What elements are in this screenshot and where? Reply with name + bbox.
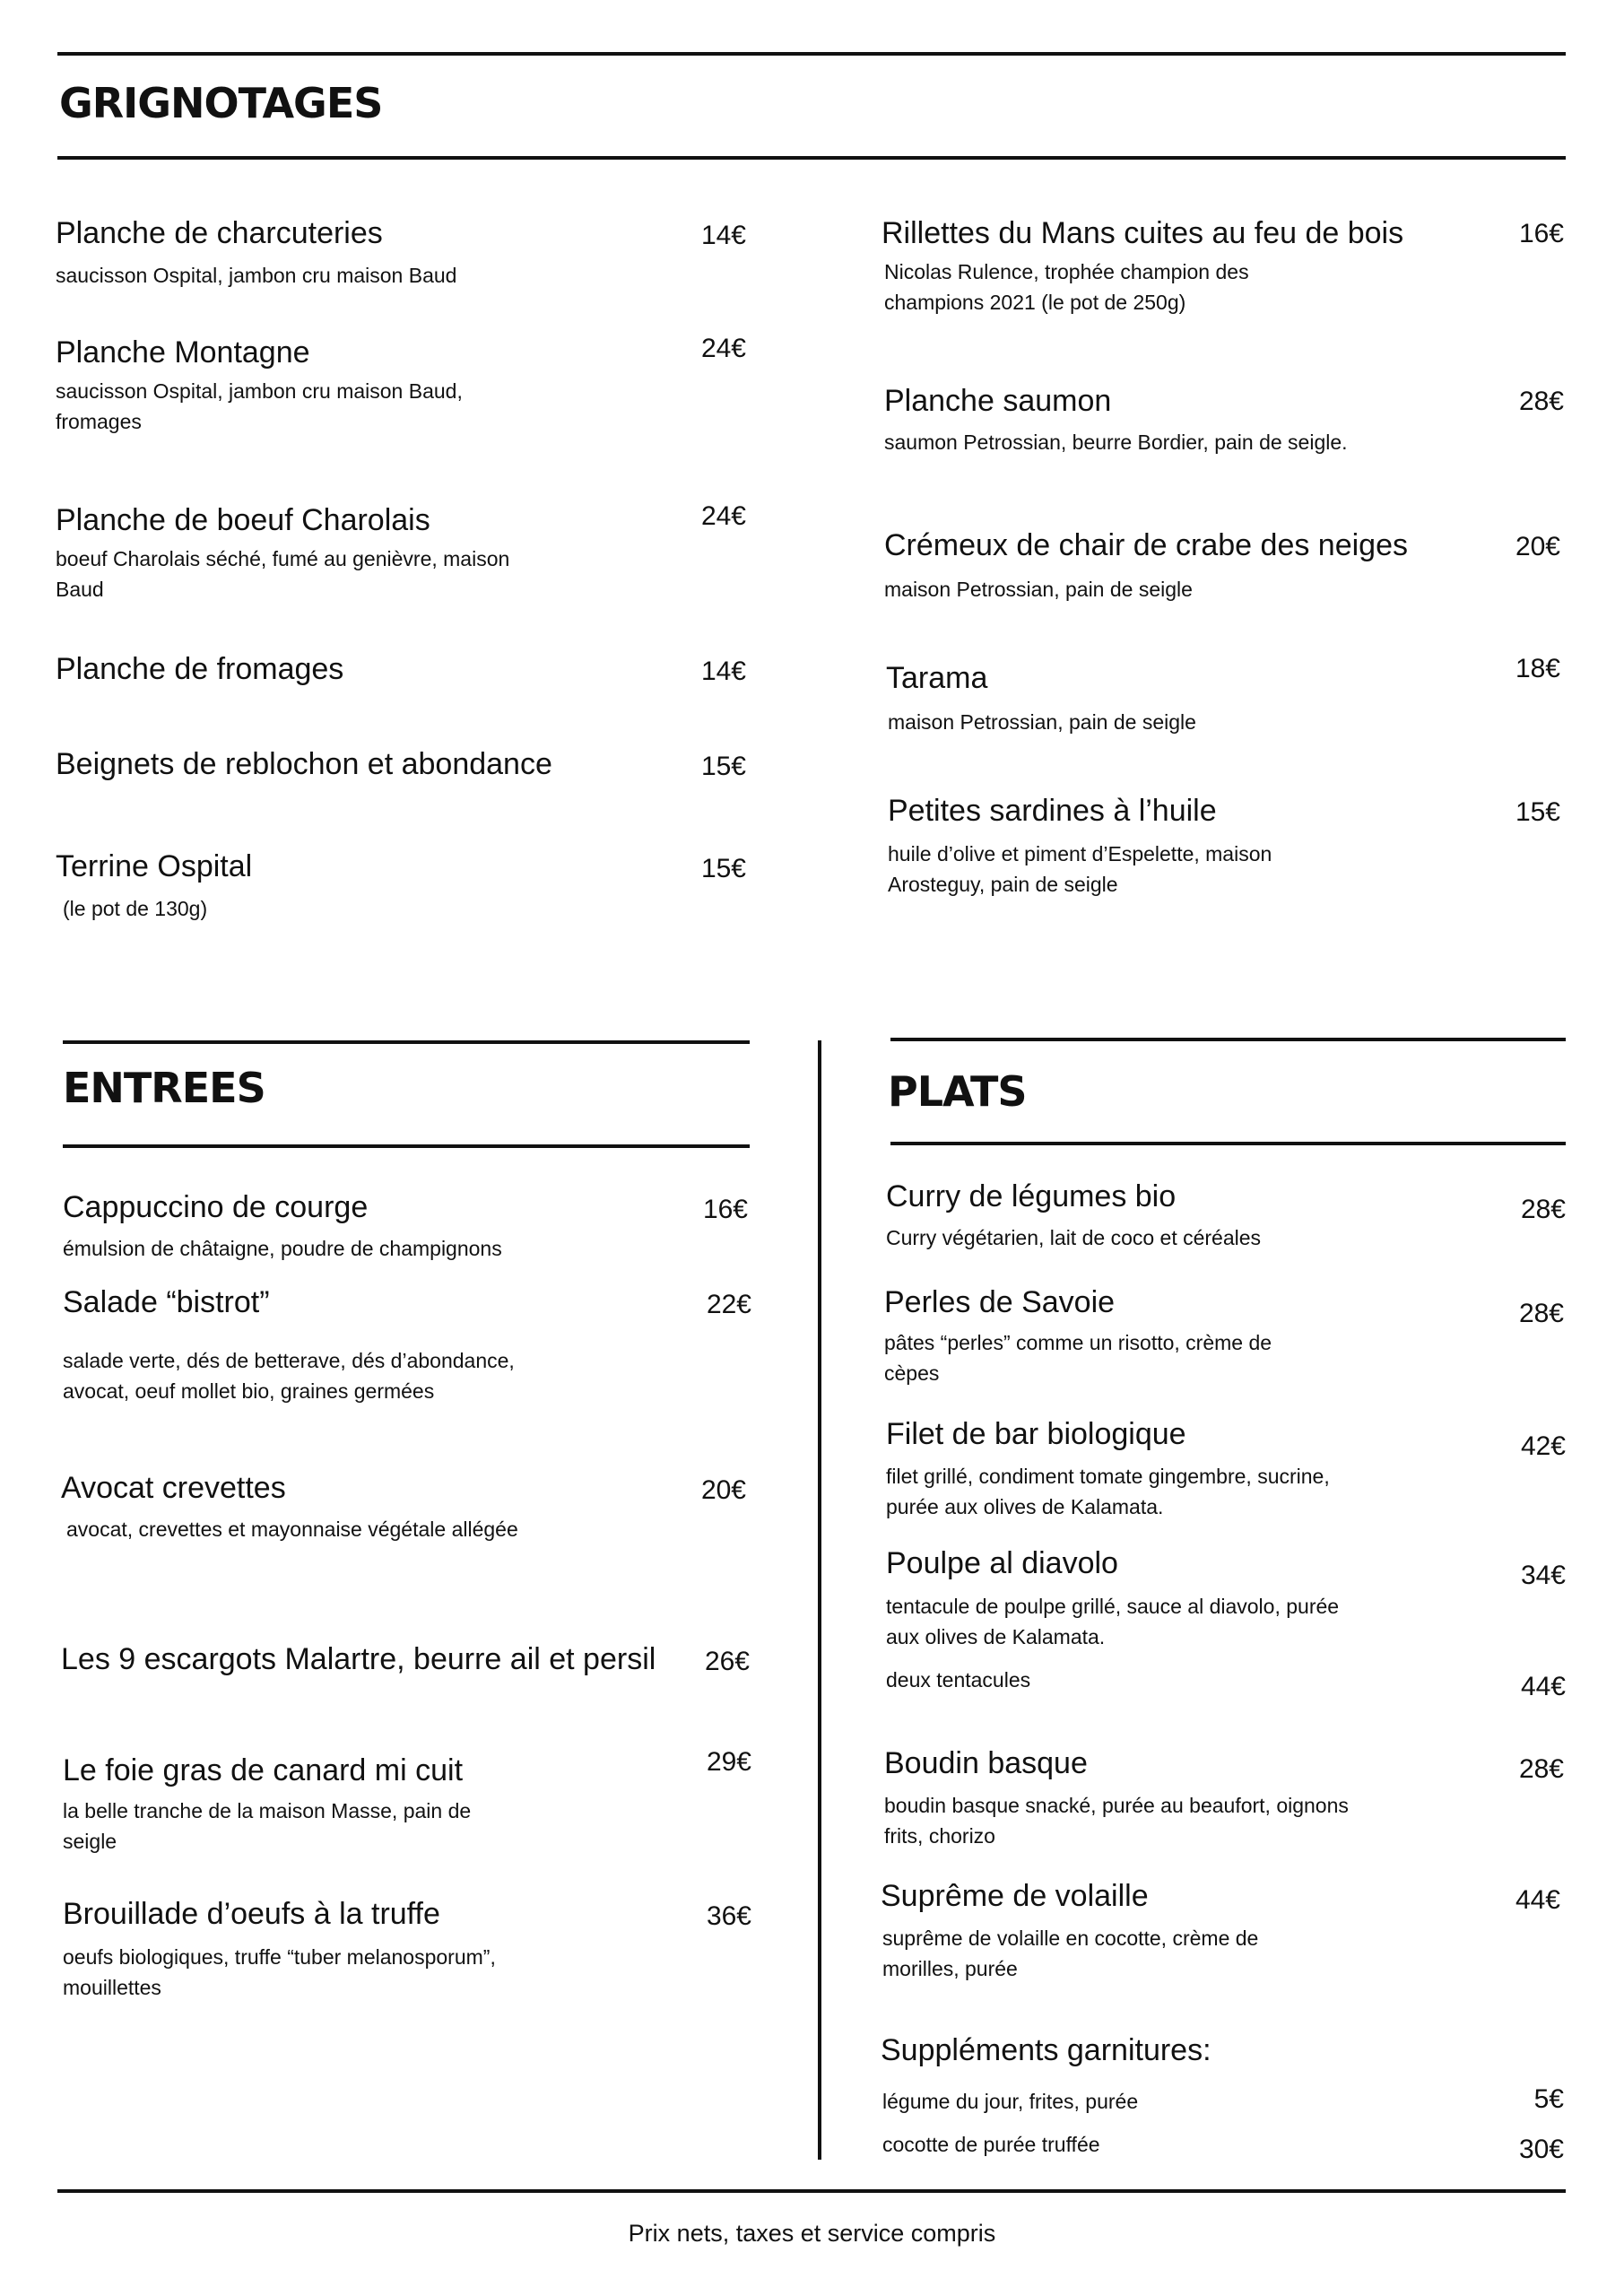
item-name: Perles de Savoie: [884, 1285, 1116, 1319]
item-name: Cappuccino de courge: [63, 1190, 369, 1224]
item-description: émulsion de châtaigne, poudre de champignons: [63, 1237, 502, 1260]
item-price: 14€: [700, 657, 746, 686]
item-description: saucisson Ospital, jambon cru maison Baud, fromages: [56, 379, 463, 433]
item-description: (le pot de 130g): [63, 897, 208, 920]
item-name: Planche de fromages: [56, 652, 344, 686]
item-price: 44€: [1515, 1885, 1560, 1915]
item-description: boudin basque snacké, purée au beaufort, oignons frits, chorizo: [884, 1794, 1349, 1848]
item-name: Filet de bar biologique: [886, 1417, 1186, 1451]
item-price: 16€: [1518, 219, 1564, 248]
item-name: Beignets de reblochon et abondance: [56, 747, 552, 781]
entrees-title: ENTREES: [63, 1064, 265, 1112]
item-description: suprême de volaille en cocotte, crème de morilles, purée: [882, 1926, 1259, 1980]
supplement-description: cocotte de purée truffée: [882, 2133, 1100, 2156]
item-description: la belle tranche de la maison Masse, pain de seigle: [63, 1799, 472, 1853]
supplement-price: 30€: [1518, 2135, 1564, 2164]
item-price: 24€: [700, 501, 746, 531]
item-description: boeuf Charolais séché, fumé au genièvre, maison Baud: [56, 547, 510, 601]
item-description: oeufs biologiques, truffe “tuber melanosporum”, mouillettes: [63, 1945, 496, 1999]
item-name: Petites sardines à l’huile: [888, 794, 1217, 828]
item-price: 15€: [1515, 797, 1560, 827]
item-price: 29€: [706, 1747, 751, 1777]
item-description: avocat, crevettes et mayonnaise végétale allégée: [66, 1518, 518, 1541]
item-name: Planche Montagne: [56, 335, 310, 370]
item-price: 28€: [1518, 1754, 1564, 1784]
top-rule: [57, 52, 1566, 56]
item-description: saumon Petrossian, beurre Bordier, pain de seigle.: [884, 430, 1348, 454]
item-price: 20€: [1515, 532, 1560, 561]
footer-rule: [57, 2189, 1566, 2193]
item-price: 15€: [700, 854, 746, 883]
item-name: Salade “bistrot”: [63, 1285, 270, 1319]
item-extra-price: 44€: [1520, 1672, 1566, 1701]
item-name: Planche de charcuteries: [56, 216, 383, 250]
item-price: 22€: [706, 1290, 751, 1319]
plats-top-rule: [890, 1038, 1566, 1041]
footer-note: Prix nets, taxes et service compris: [628, 2220, 996, 2247]
item-name: Terrine Ospital: [56, 849, 253, 883]
item-name: Crémeux de chair de crabe des neiges: [884, 528, 1408, 562]
plats-title: PLATS: [888, 1067, 1027, 1116]
item-name: Avocat crevettes: [61, 1471, 286, 1505]
grignotages-rule: [57, 156, 1566, 160]
item-price: 16€: [702, 1195, 748, 1224]
item-price: 26€: [704, 1647, 750, 1676]
item-name: Planche de boeuf Charolais: [56, 503, 430, 537]
entrees-top-rule: [63, 1040, 750, 1044]
item-description: saucisson Ospital, jambon cru maison Baud: [56, 264, 457, 287]
item-description: maison Petrossian, pain de seigle: [888, 710, 1196, 734]
supplements-title: Suppléments garnitures:: [881, 2033, 1211, 2067]
item-price: 28€: [1518, 387, 1564, 416]
item-price: 34€: [1520, 1561, 1566, 1590]
item-price: 28€: [1520, 1195, 1566, 1224]
item-name: Suprême de volaille: [881, 1879, 1149, 1913]
item-description: salade verte, dés de betterave, dés d’abondance, avocat, oeuf mollet bio, graines germées: [63, 1349, 515, 1403]
item-description: pâtes “perles” comme un risotto, crème de cèpes: [884, 1331, 1272, 1385]
item-name: Boudin basque: [884, 1746, 1088, 1780]
item-price: 42€: [1520, 1431, 1566, 1461]
item-price: 28€: [1518, 1299, 1564, 1328]
item-description: huile d’olive et piment d’Espelette, maison Arosteguy, pain de seigle: [888, 842, 1272, 896]
item-name: Rillettes du Mans cuites au feu de bois: [881, 216, 1404, 250]
item-name: Poulpe al diavolo: [886, 1546, 1118, 1580]
item-name: Planche saumon: [884, 384, 1112, 418]
plats-bottom-rule: [890, 1142, 1566, 1145]
grignotages-title: GRIGNOTAGES: [59, 79, 383, 127]
item-name: Brouillade d’oeufs à la truffe: [63, 1897, 440, 1931]
item-name: Curry de légumes bio: [886, 1179, 1177, 1213]
item-description: filet grillé, condiment tomate gingembre, sucrine, purée aux olives de Kalamata.: [886, 1465, 1330, 1518]
entrees-bottom-rule: [63, 1144, 750, 1148]
item-description: tentacule de poulpe grillé, sauce al diavolo, purée aux olives de Kalamata.: [886, 1595, 1340, 1648]
item-extra-description: deux tentacules: [886, 1668, 1031, 1692]
item-description: Curry végétarien, lait de coco et céréales: [886, 1226, 1262, 1249]
item-price: 20€: [700, 1475, 746, 1505]
supplement-price: 5€: [1533, 2084, 1564, 2114]
item-price: 14€: [700, 221, 746, 250]
column-divider: [818, 1040, 821, 2160]
item-description: Nicolas Rulence, trophée champion des champions 2021 (le pot de 250g): [884, 260, 1249, 314]
item-price: 24€: [700, 334, 746, 363]
item-price: 15€: [700, 752, 746, 781]
item-price: 18€: [1515, 654, 1560, 683]
item-name: Les 9 escargots Malartre, beurre ail et persil: [61, 1642, 656, 1676]
item-description: maison Petrossian, pain de seigle: [884, 578, 1193, 601]
item-price: 36€: [706, 1901, 751, 1931]
supplement-description: légume du jour, frites, purée: [882, 2090, 1139, 2113]
item-name: Tarama: [886, 661, 988, 695]
item-name: Le foie gras de canard mi cuit: [63, 1753, 464, 1787]
